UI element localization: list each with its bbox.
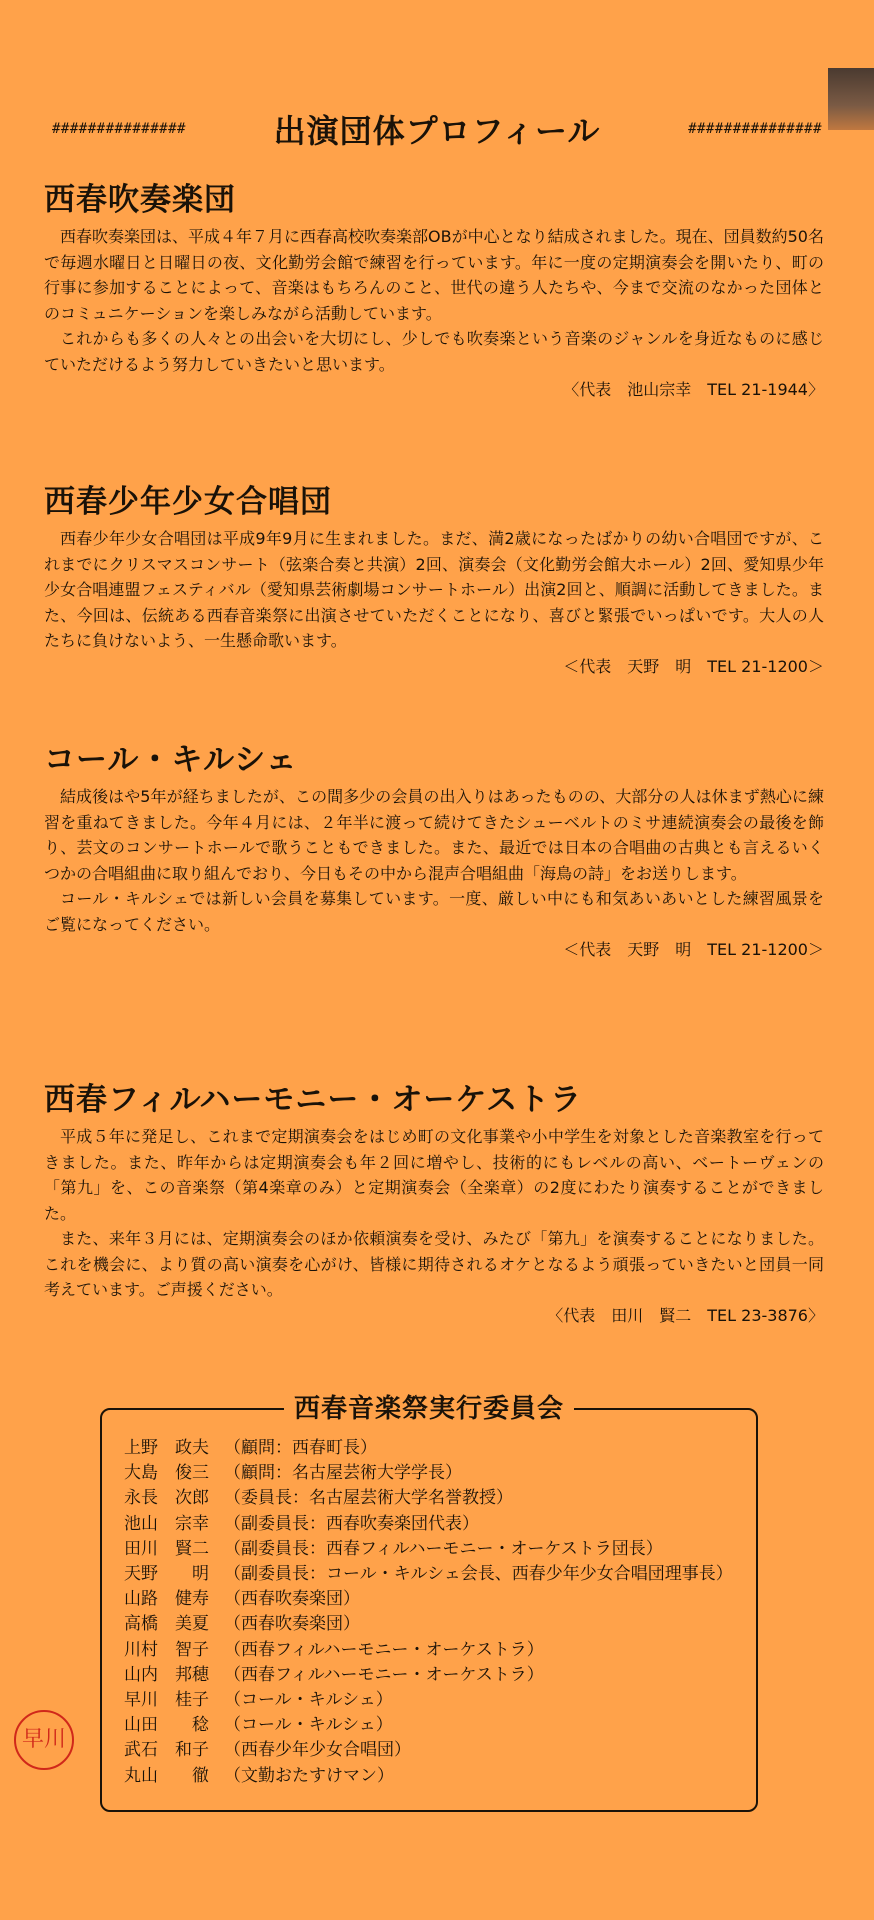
member-name: 永長 次郎 [124, 1488, 209, 1509]
member-role: （西春フィルハーモニー・オーケストラ） [224, 1664, 544, 1685]
member-role: （委員長：名古屋芸術大学名誉教授） [224, 1488, 513, 1509]
committee-box [100, 1394, 758, 1812]
committee-title: 西春音楽祭実行委員会 [284, 1388, 574, 1425]
committee-member [124, 1612, 733, 1637]
group-representative: ＜代表 天野 明 TEL 21-1200＞ [563, 656, 824, 676]
committee-member [124, 1638, 733, 1663]
committee-member [124, 1486, 733, 1511]
group-name: コール・キルシェ [44, 742, 298, 778]
group-chor-kirsche [44, 740, 824, 962]
member-role: （副委員長：コール・キルシェ会長、西春少年少女合唱団理事長） [224, 1564, 733, 1585]
member-name: 大島 俊三 [124, 1463, 209, 1484]
page-header [52, 106, 822, 152]
member-role: （副委員長：西春フィルハーモニー・オーケストラ団長） [224, 1538, 663, 1559]
member-role: （顧問：西春町長） [224, 1438, 377, 1458]
member-name: 丸山 徹 [124, 1765, 209, 1786]
seal-stamp: 早川 [14, 1710, 74, 1770]
group-paragraph: 結成後はや5年が経ちましたが、この間多少の会員の出入りはあったものの、大部分の人は休まず熱心に練習を重ねてきました。今年４月には、２年半に渡って続けてきたシューベルトのミサ連続演奏会の最後を飾り、芸文のコンサートホールで歌うこともできました。また、最近では日本の合唱曲の古典とも言えるいくつかの合唱組曲に取り組んでおり、今日もその中から混声合唱組曲「海鳥の詩」をお送りします。 [44, 787, 824, 883]
member-role: （西春吹奏楽団） [224, 1614, 360, 1635]
member-role: （文勤おたすけマン） [224, 1765, 394, 1786]
member-role: （コール・キルシェ） [224, 1715, 393, 1736]
committee-member [124, 1537, 733, 1562]
member-name: 田川 賢二 [124, 1538, 209, 1559]
member-role: （顧問：名古屋芸術大学学長） [224, 1463, 462, 1484]
committee-member [124, 1587, 733, 1612]
committee-member-list [124, 1436, 733, 1789]
group-paragraph: また、来年３月には、定期演奏会のほか依頼演奏を受け、みたび「第九」を演奏することになりました。これを機会に、より質の高い演奏を心がけ、皆様に期待されるオケとなるよう頑張っていきたいと団員一同考えています。ご声援ください。 [44, 1229, 824, 1299]
group-name: 西春吹奏楽団 [44, 182, 236, 218]
member-role: （西春吹奏楽団） [224, 1589, 360, 1610]
member-name: 山内 邦穂 [124, 1664, 209, 1685]
hash-decoration-right: ############### [688, 121, 822, 137]
member-name: 天野 明 [124, 1564, 209, 1585]
group-paragraph: これからも多くの人々との出会いを大切にし、少しでも吹奏楽という音楽のジャンルを身近なものに感じていただけるよう努力していきたいと思います。 [44, 329, 824, 374]
hash-decoration-left: ############### [52, 121, 186, 137]
scan-corner-mark [828, 68, 874, 130]
group-representative: 〈代表 池山宗幸 TEL 21-1944〉 [563, 380, 824, 399]
group-nishiharu-philharmonic [44, 1080, 824, 1328]
member-name: 早川 桂子 [124, 1690, 209, 1711]
member-name: 山路 健寿 [124, 1589, 209, 1610]
committee-member [124, 1713, 733, 1738]
group-name: 西春フィルハーモニー・オーケストラ [44, 1082, 583, 1118]
member-name: 武石 和子 [124, 1740, 209, 1761]
member-name: 川村 智子 [124, 1639, 209, 1660]
group-paragraph: 平成５年に発足し、これまで定期演奏会をはじめ町の文化事業や小中学生を対象とした音楽教室を行ってきました。また、昨年からは定期演奏会も年２回に増やし、技術的にもレベルの高い、ベートーヴェンの「第九」を、この音楽祭（第4楽章のみ）と定期演奏会（全楽章）の2度にわたり演奏することができました。 [44, 1127, 824, 1223]
member-role: （コール・キルシェ） [224, 1690, 393, 1711]
committee-member [124, 1562, 733, 1587]
member-name: 池山 宗幸 [124, 1513, 209, 1534]
group-representative: 〈代表 田川 賢二 TEL 23-3876〉 [547, 1305, 824, 1325]
group-nishiharu-wind-band [44, 180, 824, 402]
member-role: （西春少年少女合唱団） [224, 1740, 411, 1761]
member-name: 高橋 美夏 [124, 1614, 209, 1635]
group-nishiharu-youth-choir [44, 482, 824, 679]
committee-member [124, 1738, 733, 1763]
group-paragraph: 西春少年少女合唱団は平成9年9月に生まれました。まだ、満2歳になったばかりの幼い合唱団ですが、これまでにクリスマスコンサート（弦楽合奏と共演）2回、演奏会（文化勤労会館大ホール）2回、愛知県少年少女合唱連盟フェスティバル（愛知県芸術劇場コンサートホール）出演2回と、順調に活動してきました。また、今回は、伝統ある西春音楽祭に出演させていただくことになり、喜びと緊張でいっぱいです。大人の人たちに負けないよう、一生懸命歌います。 [44, 529, 824, 650]
committee-member [124, 1512, 733, 1537]
member-role: （西春フィルハーモニー・オーケストラ） [224, 1639, 544, 1660]
member-name: 山田 稔 [124, 1715, 209, 1736]
member-role: （副委員長：西春吹奏楽団代表） [224, 1513, 479, 1534]
group-paragraph: 西春吹奏楽団は、平成４年７月に西春高校吹奏楽部OBが中心となり結成されました。現在、団員数約50名で毎週水曜日と日曜日の夜、文化勤労会館で練習を行っています。年に一度の定期演奏会を開いたり、町の行事に参加することによって、音楽はもちろんのこと、世代の違う人たちや、今まで交流のなかった団体とのコミュニケーションを楽しみながら活動しています。 [44, 227, 824, 323]
committee-member [124, 1764, 733, 1789]
page-title: 出演団体プロフィール [273, 112, 601, 150]
member-name: 上野 政夫 [124, 1438, 209, 1458]
committee-member [124, 1663, 733, 1688]
group-representative: ＜代表 天野 明 TEL 21-1200＞ [563, 940, 824, 959]
committee-member [124, 1461, 733, 1486]
committee-member [124, 1436, 733, 1461]
group-name: 西春少年少女合唱団 [44, 484, 332, 520]
group-paragraph: コール・キルシェでは新しい会員を募集しています。一度、厳しい中にも和気あいあいとした練習風景をご覧になってください。 [44, 889, 824, 934]
committee-member [124, 1688, 733, 1713]
